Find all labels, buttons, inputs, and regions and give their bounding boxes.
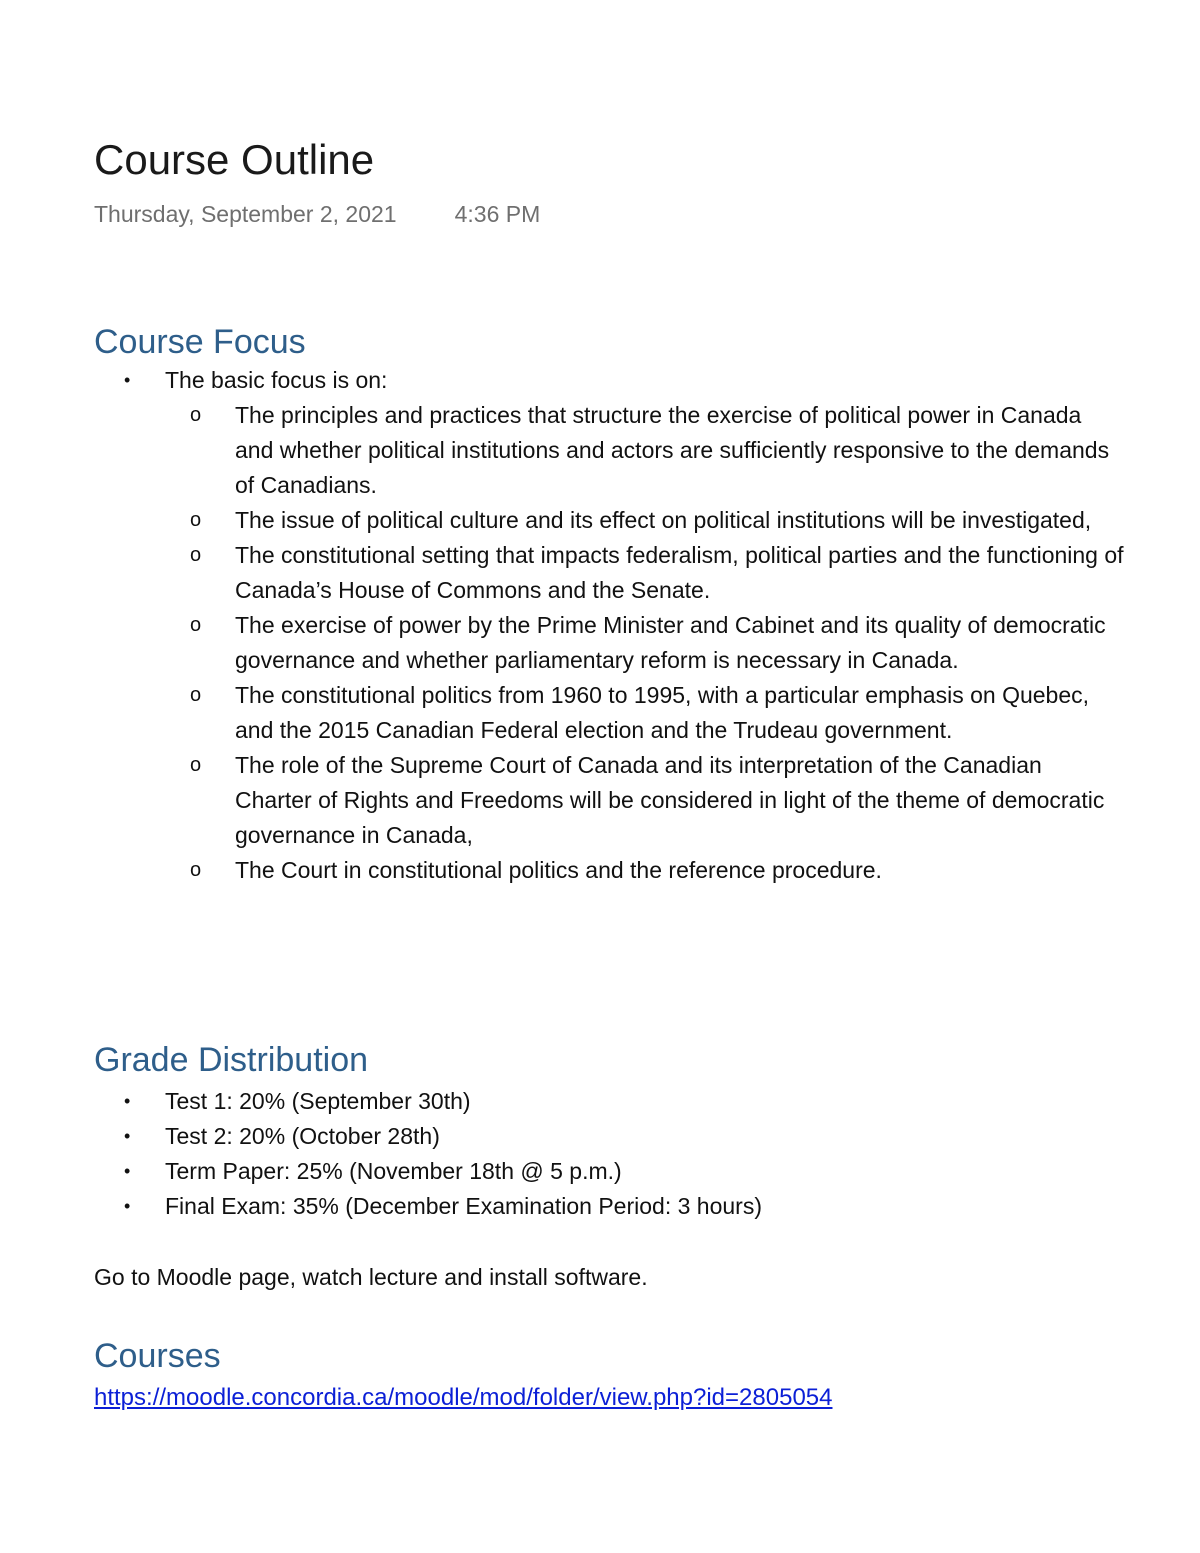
- page-timestamp: [94, 199, 540, 229]
- list-item-text: The exercise of power by the Prime Minister and Cabinet and its quality of democratic governance and whether parliamentary reform is necessary in Canada.: [235, 612, 1106, 673]
- list-item: [94, 1154, 1124, 1189]
- heading-courses: Courses: [94, 1337, 221, 1375]
- list-item: [165, 503, 1124, 538]
- list-item-text: Test 1: 20% (September 30th): [165, 1088, 471, 1114]
- circle-bullet-icon: o: [190, 754, 202, 776]
- circle-bullet-icon: o: [190, 859, 202, 881]
- circle-bullet-icon: o: [190, 509, 202, 531]
- bullet-icon: •: [124, 1091, 131, 1111]
- course-focus-list: [94, 363, 1124, 888]
- bullet-icon: •: [124, 1161, 131, 1181]
- course-focus-intro: The basic focus is on:: [165, 367, 388, 393]
- bullet-icon: •: [124, 1126, 131, 1146]
- bullet-icon: •: [124, 1196, 131, 1216]
- list-item: [165, 398, 1124, 503]
- page-title: Course Outline: [94, 136, 375, 183]
- circle-bullet-icon: o: [190, 614, 202, 636]
- list-item-text: The constitutional politics from 1960 to 1995, with a particular emphasis on Quebec, and the 2015 Canadian Federal election and the Trudeau government.: [235, 682, 1090, 743]
- list-item: [165, 538, 1124, 608]
- moodle-note: Go to Moodle page, watch lecture and install software.: [94, 1264, 648, 1290]
- list-item-text: Final Exam: 35% (December Examination Period: 3 hours): [165, 1193, 762, 1219]
- list-item: [165, 748, 1124, 853]
- list-item-text: The role of the Supreme Court of Canada and its interpretation of the Canadian Charter of Rights and Freedoms will be considered in light of the theme of democratic governance in Canada,: [235, 752, 1105, 848]
- list-item-text: Term Paper: 25% (November 18th @ 5 p.m.): [165, 1158, 622, 1184]
- list-item: [165, 853, 1124, 888]
- course-focus-sublist: [165, 398, 1124, 888]
- list-item-text: The Court in constitutional politics and the reference procedure.: [235, 857, 882, 883]
- list-item-text: The principles and practices that structure the exercise of political power in Canada and whether political institutions and actors are sufficiently responsive to the demands of Canadians.: [235, 402, 1110, 498]
- circle-bullet-icon: o: [190, 404, 202, 426]
- list-item: [94, 1119, 1124, 1154]
- page-time: 4:36 PM: [454, 201, 541, 227]
- grade-distribution-list: [94, 1084, 1124, 1224]
- heading-grade-distribution: Grade Distribution: [94, 1041, 369, 1079]
- course-focus-intro-item: [94, 363, 1124, 888]
- list-item-text: Test 2: 20% (October 28th): [165, 1123, 440, 1149]
- circle-bullet-icon: o: [190, 544, 202, 566]
- circle-bullet-icon: o: [190, 684, 202, 706]
- page-date: Thursday, September 2, 2021: [94, 201, 397, 227]
- bullet-icon: •: [124, 370, 131, 390]
- list-item: [165, 678, 1124, 748]
- heading-course-focus: Course Focus: [94, 323, 306, 361]
- list-item: [94, 1084, 1124, 1119]
- list-item-text: The constitutional setting that impacts federalism, political parties and the functioning of Canada’s House of Commons and the Senate.: [235, 542, 1124, 603]
- moodle-folder-link[interactable]: https://moodle.concordia.ca/moodle/mod/folder/view.php?id=2805054: [94, 1384, 833, 1411]
- list-item: [94, 1189, 1124, 1224]
- list-item-text: The issue of political culture and its effect on political institutions will be investigated,: [235, 507, 1092, 533]
- list-item: [165, 608, 1124, 678]
